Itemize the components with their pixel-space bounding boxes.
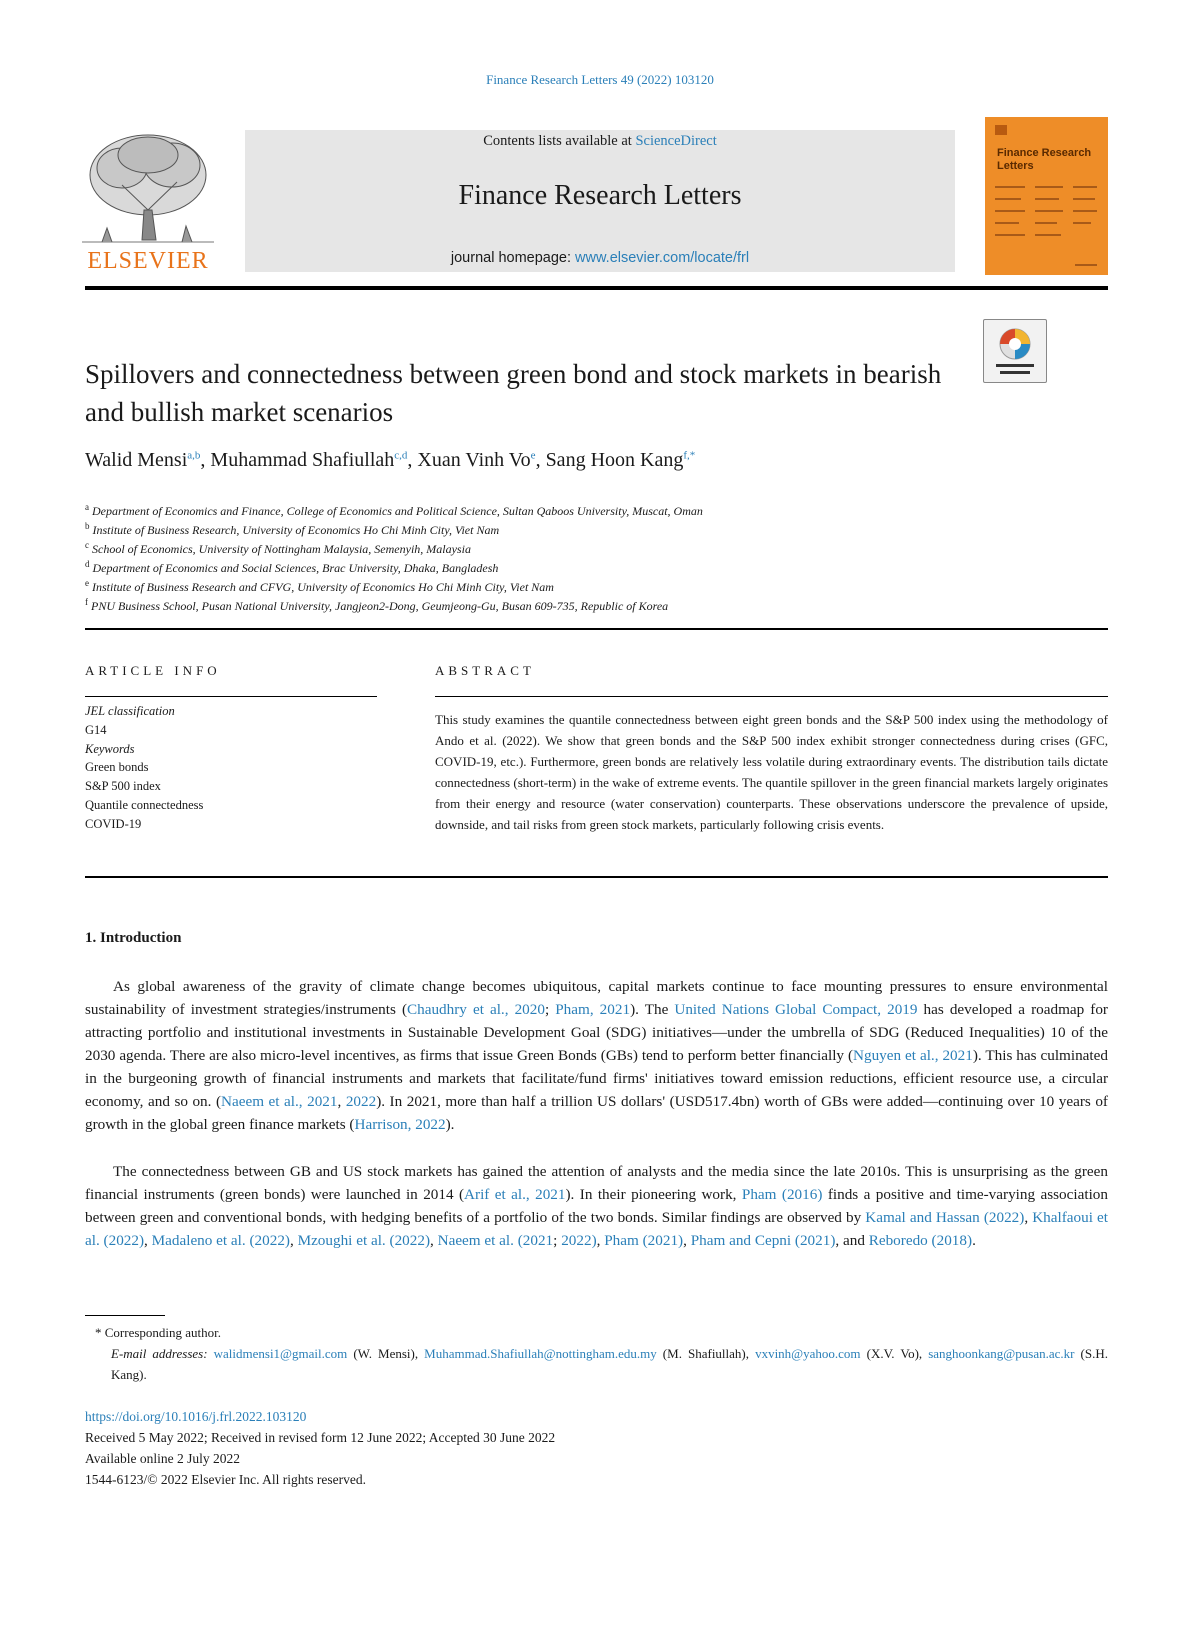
copyright: 1544-6123/© 2022 Elsevier Inc. All rights reserved. (85, 1472, 366, 1487)
running-head[interactable]: Finance Research Letters 49 (2022) 103120 (486, 72, 714, 87)
article-meta (85, 1406, 1108, 1490)
citation-link[interactable]: Pham and Cepni (2021) (690, 1232, 836, 1249)
citation-link[interactable]: Harrison, 2022 (354, 1116, 446, 1133)
corresponding-author-note: * Corresponding author. (95, 1325, 222, 1340)
author-list: Walid Mensi$^{a,b}$, Muhammad Shafiullah$^{c,d}$, Xuan Vinh Vo$^e$, Sang Hoon Kang$^{f,*}$ (85, 449, 696, 471)
citation-link[interactable]: Mzoughi et al. (2022) (297, 1232, 431, 1249)
paragraph-text: ). (445, 1116, 455, 1133)
email-link[interactable]: vxvinh@yahoo.com (755, 1346, 861, 1361)
paragraph-text: has developed a roadmap for attracting portfolio and institutional investments in Sustainable Development Goal (SDG) initiatives—under the umbrella of SDG (Reduced Inequalities) 10 of the 2030 agenda. There are also micro-level incentives, as firms that issue Green Bonds (GBs) tend to perform better financially ( (85, 1001, 1108, 1064)
paragraph-text: , (683, 1232, 691, 1249)
affiliation-mark: b (85, 521, 90, 531)
paragraph-text: The connectedness between GB and US stock markets has gained the attention of analysts and the media since the late 2010s. This is unsurprising as the green financial instruments (green bonds) were launched in 2014 ( (85, 1163, 1108, 1203)
author-name[interactable]: Muhammad Shafiullah (210, 449, 395, 471)
header-rule (85, 286, 1108, 290)
email-owner: (M. Shafiullah), (656, 1346, 756, 1361)
citation-link[interactable]: Arif et al., 2021 (464, 1186, 566, 1203)
jel-label: JEL classification (85, 704, 175, 718)
email-link[interactable]: sanghoonkang@pusan.ac.kr (928, 1346, 1075, 1361)
email-link[interactable]: walidmensi1@gmail.com (213, 1346, 348, 1361)
citation-link[interactable]: Nguyen et al., 2021 (853, 1047, 973, 1064)
elsevier-wordmark: ELSEVIER (87, 248, 209, 274)
affiliation-mark: d (85, 559, 90, 569)
citation-link[interactable]: Madaleno et al. (2022) (151, 1232, 290, 1249)
affiliation-text: School of Economics, University of Nottingham Malaysia, Semenyih, Malaysia (92, 542, 471, 556)
abstract-heading: ABSTRACT (435, 663, 535, 678)
keyword: Quantile connectedness (85, 797, 204, 812)
available-online: Available online 2 July 2022 (85, 1451, 240, 1466)
affiliation-mark: e (85, 578, 89, 588)
author-affiliation-mark[interactable]: e (530, 449, 536, 462)
paragraph-text: ). In their pioneering work, (565, 1186, 742, 1203)
affiliation-text: Institute of Business Research and CFVG, University of Economics Ho Chi Minh City, Viet Nam (92, 580, 554, 594)
keyword: COVID-19 (85, 816, 142, 831)
affiliation-text: Department of Economics and Finance, College of Economics and Political Science, Sultan Qaboos University, Muscat, Oman (92, 504, 703, 518)
affiliation-text: Department of Economics and Social Sciences, Brac University, Dhaka, Bangladesh (92, 561, 499, 575)
paragraph-text: ). The (630, 1001, 675, 1018)
affiliation-text: Institute of Business Research, University of Economics Ho Chi Minh City, Viet Nam (92, 523, 500, 537)
paragraph-text: ; (544, 1001, 556, 1018)
email-link[interactable]: Muhammad.Shafiullah@nottingham.edu.my (424, 1346, 657, 1361)
paragraph-text: As global awareness of the gravity of climate change becomes ubiquitous, capital markets continue to face mounting pressures to ensure environmental sustainability of investment strategies/instruments ( (85, 978, 1108, 1018)
citation-link[interactable]: 2022) (561, 1232, 597, 1249)
citation-link[interactable]: Naeem et al. (2021 (437, 1232, 554, 1249)
cover-title: Finance Research Letters (997, 147, 1092, 172)
paragraph-text: , and (835, 1232, 869, 1249)
homepage-link[interactable]: www.elsevier.com/locate/frl (575, 250, 750, 266)
affiliation-mark: a (85, 502, 89, 512)
homepage-line (245, 250, 955, 266)
author-name[interactable]: Xuan Vinh Vo (417, 449, 531, 471)
citation-link[interactable]: Pham (2016) (741, 1186, 823, 1203)
footnote (85, 1322, 1108, 1385)
email-owner: (W. Mensi), (347, 1346, 425, 1361)
divider (85, 696, 377, 697)
divider (85, 876, 1108, 878)
citation-link[interactable]: Chaudhry et al., 2020 (407, 1001, 545, 1018)
paragraph-text: , (430, 1232, 438, 1249)
article-info-heading: ARTICLE INFO (85, 663, 221, 678)
paragraph-text: , (1024, 1209, 1033, 1226)
sciencedirect-link[interactable]: ScienceDirect (635, 133, 717, 149)
email-owner: (X.V. Vo), (860, 1346, 929, 1361)
keywords-label: Keywords (85, 741, 135, 756)
keywords-block (85, 702, 375, 834)
paragraph-text: , (289, 1232, 298, 1249)
paragraph-text: ). This has culminated in the burgeoning growth of financial instruments and markets that facilitate/fund firms' initiatives toward emission reductions, efficient resource use, a circular economy, and so on. ( (85, 1047, 1108, 1110)
jel-code: G14 (85, 722, 107, 737)
paragraph-text: ; (553, 1232, 562, 1249)
author-name[interactable]: Sang Hoon Kang (545, 449, 684, 471)
email-line (85, 1343, 1108, 1385)
author-affiliation-mark[interactable]: a,b (187, 449, 201, 462)
affiliation-text: PNU Business School, Pusan National University, Jangjeon2-Dong, Geumjeong-Gu, Busan 609-735, Republic of Korea (91, 599, 669, 613)
divider (435, 696, 1108, 697)
paragraph-text: . (972, 1232, 976, 1249)
divider (85, 628, 1108, 630)
section-heading-introduction: 1. Introduction (85, 930, 182, 946)
citation-link[interactable]: Kamal and Hassan (2022) (865, 1209, 1025, 1226)
citation-link[interactable]: Naeem et al., 2021 (221, 1093, 338, 1110)
affiliation (85, 593, 1105, 616)
paragraph-text: , (144, 1232, 152, 1249)
paragraph-text: , (596, 1232, 605, 1249)
paragraph-text: finds a positive and time-varying association between green and conventional bonds, with hedging benefits of a portfolio of the two bonds. Similar findings are observed by (85, 1186, 1108, 1226)
received-dates: Received 5 May 2022; Received in revised form 12 June 2022; Accepted 30 June 2022 (85, 1430, 556, 1445)
author-affiliation-mark[interactable]: c,d (394, 449, 408, 462)
paragraph-text: , (337, 1093, 346, 1110)
keyword: Green bonds (85, 760, 149, 775)
affiliation-mark: f (85, 597, 88, 607)
intro-paragraph-1 (85, 975, 1108, 1136)
intro-paragraph-2 (85, 1160, 1108, 1252)
paragraph-text: ). In 2021, more than half a trillion US dollars' (USD517.4bn) worth of GBs were added—continuing over 10 years of growth in the global green finance markets ( (85, 1093, 1108, 1133)
email-owner: (S.H. Kang). (111, 1346, 1108, 1382)
footnote-rule (85, 1315, 165, 1316)
citation-link[interactable]: Pham, 2021 (555, 1001, 631, 1018)
journal-cover-thumbnail[interactable] (985, 117, 1108, 275)
citation-link[interactable]: Khalfaoui et al. (2022) (85, 1209, 1108, 1249)
article-title: Spillovers and connectedness between green bond and stock markets in bearish and bullish market scenarios (85, 359, 942, 427)
check-for-updates-icon[interactable] (983, 319, 1047, 383)
author-name[interactable]: Walid Mensi (85, 449, 188, 471)
citation-link[interactable]: United Nations Global Compact, 2019 (674, 1001, 918, 1018)
journal-title: Finance Research Letters (458, 180, 742, 211)
keyword: S&P 500 index (85, 779, 161, 794)
abstract-text: This study examines the quantile connectedness between eight green bonds and the S&P 500 index using the methodology of Ando et al. (2022). We show that green bonds and the S&P 500 index exhibit stronger connectedness during crises (GFC, COVID-19, etc.). Furthermore, green bonds are relatively less volatile during extraordinary events. The distribution tails dictate connectedness (short-term) in the wake of extreme events. The quantile spillover in the green financial markets largely originates from their energy and resource (water conservation) counterparts. These observations underscore the prevalence of upside, downside, and tail risks from green stock markets, particularly following crisis events. (435, 712, 1108, 832)
author-affiliation-mark[interactable]: f,* (683, 449, 696, 462)
homepage-prefix: journal homepage: (450, 250, 576, 266)
doi-link[interactable]: https://doi.org/10.1016/j.frl.2022.103120 (85, 1409, 307, 1424)
affiliation-mark: c (85, 540, 89, 550)
citation-link[interactable]: 2022 (345, 1093, 377, 1110)
citation-link[interactable]: Reboredo (2018) (868, 1232, 973, 1249)
citation-link[interactable]: Pham (2021) (604, 1232, 684, 1249)
contents-line (245, 133, 955, 150)
email-label: E-mail addresses: (111, 1346, 208, 1361)
contents-prefix: Contents lists available at (483, 133, 636, 149)
